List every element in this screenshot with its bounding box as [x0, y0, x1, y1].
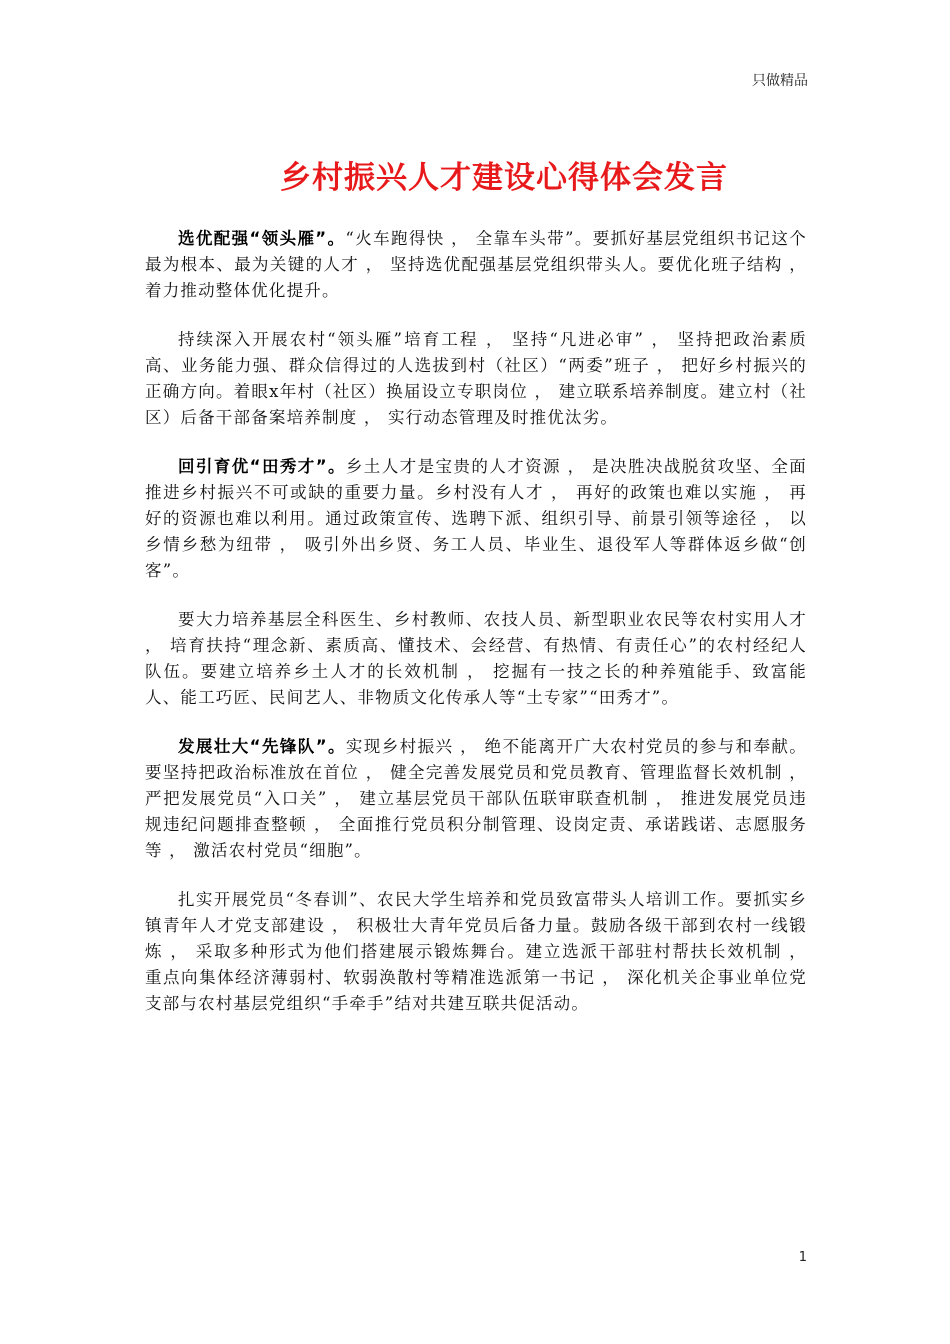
paragraph — [145, 327, 807, 431]
paragraph-text: 乡土人才是宝贵的人才资源 ， 是决胜决战脱贫攻坚、全面推进乡村振兴不可或缺的重要力量。乡村没有人才 ， 再好的政策也难以实施 ， 再好的资源也难以利用。通过政策宣传、选聘下派、组织引导、前景引领等途径 ， 以乡情乡愁为纽带 ， 吸引外出乡贤、务工人员、毕业生、退役军人等群体返乡做“创客”。 — [145, 457, 807, 580]
paragraph-text: “火车跑得快 ， 全靠车头带”。要抓好基层党组织书记这个最为根本、最为关键的人才 ， 坚持选优配强基层党组织带头人。要优化班子结构 ， 着力推动整体优化提升。 — [145, 229, 807, 300]
paragraph-text: 持续深入开展农村“领头雁”培育工程 ， 坚持“凡进必审” ， 坚持把政治素质高、业务能力强、群众信得过的人选拔到村（社区）“两委”班子 ， 把好乡村振兴的正确方向。着眼x年村（社区）换届设立专职岗位 ， 建立联系培养制度。建立村（社区）后备干部备案培养制度 ， 实行动态管理及时推优汰劣。 — [145, 330, 807, 427]
document-title: 乡村振兴人才建设心得体会发言 — [280, 160, 728, 196]
paragraph — [145, 454, 807, 584]
paragraph-lead: 回引育优“田秀才”。 — [178, 457, 346, 476]
paragraph-text: 要大力培养基层全科医生、乡村教师、农技人员、新型职业农民等农村实用人才 ， 培育扶持“理念新、素质高、懂技术、会经营、有热情、有责任心”的农村经纪人队伍。要建立培养乡土人才的长效机制 ， 挖掘有一技之长的种养殖能手、致富能人、能工巧匠、民间艺人、非物质文化传承人等“土专家”“田秀才”。 — [145, 610, 807, 707]
paragraph-text: 实现乡村振兴 ， 绝不能离开广大农村党员的参与和奉献。要坚持把政治标准放在首位 ， 健全完善发展党员和党员教育、管理监督长效机制 ， 严把发展党员“入口关” ， 建立基层党员干部队伍联审联查机制 ， 推进发展党员违规违纪问题排查整顿 ， 全面推行党员积分制管理、设岗定责、承诺践诺、志愿服务等 ， 激活农村党员“细胞”。 — [145, 737, 807, 860]
paragraph — [145, 607, 807, 711]
paragraph — [145, 226, 807, 304]
header-note: 只做精品 — [752, 73, 808, 89]
paragraph-text: 扎实开展党员“冬春训”、农民大学生培养和党员致富带头人培训工作。要抓实乡镇青年人才党支部建设 ， 积极壮大青年党员后备力量。鼓励各级干部到农村一线锻炼 ， 采取多种形式为他们搭建展示锻炼舞台。建立选派干部驻村帮扶长效机制 ， 重点向集体经济薄弱村、软弱涣散村等精准选派第一书记 ， 深化机关企事业单位党支部与农村基层党组织“手牵手”结对共建互联共促活动。 — [145, 890, 807, 1013]
paragraph-lead: 选优配强“领头雁”。 — [178, 229, 346, 248]
page-number: 1 — [798, 1250, 807, 1265]
paragraph — [145, 887, 807, 1017]
paragraph-lead: 发展壮大“先锋队”。 — [178, 737, 346, 756]
paragraph — [145, 734, 807, 864]
document-body — [145, 226, 807, 1040]
